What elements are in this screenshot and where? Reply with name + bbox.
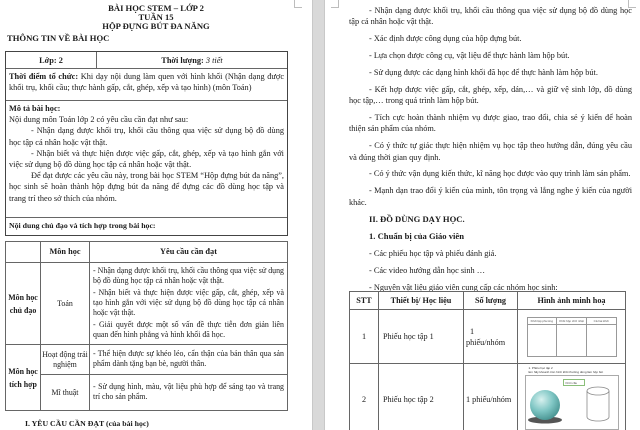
- requirement-paragraph: - Nhận dạng được khối trụ, khối cầu thông qua việc sử dụng bộ đồ dùng học tập cá nhân hoặc vật thật.: [349, 6, 632, 27]
- desc-label: Mô tả bài học:: [9, 104, 61, 113]
- quantity-number: 1: [470, 326, 475, 336]
- doc-header-title: HỘP ĐỰNG BÚT ĐA NĂNG: [102, 21, 210, 31]
- requirement-item: - Giải quyết được một số vấn đề thực tiễn đơn giản liên quan đến hình phẳng và hình khối đã học.: [93, 320, 284, 339]
- table-row: [6, 263, 288, 345]
- worksheet-1-thumbnail: [527, 317, 617, 357]
- thumbnail-caption-line: 1. Phiếu học tập 2: [528, 366, 553, 370]
- stt-cell: 1: [350, 310, 379, 364]
- table-row: [350, 310, 626, 364]
- info-row-grade: [6, 52, 287, 69]
- requirement-paragraph: - Mạnh dạn trao đổi ý kiến của mình, tôn trọng và lắng nghe ý kiến của người khác.: [349, 186, 632, 207]
- grade-cell: Lớp: 2: [6, 52, 97, 68]
- subject-cell: Hoạt động trải nghiệm: [41, 345, 90, 375]
- desc-item: - Nhận biết và thực hiện được việc gấp, cắt, ghép, xếp và tạo hình gắn với việc sử dụng bộ đồ dùng học tập cá nhân hoặc vật thật.: [9, 148, 284, 170]
- header-cell: STT: [350, 292, 379, 310]
- table-row: [6, 375, 288, 411]
- thumbnail-caption-line: Em hãy khoanh tròn hình khối thường dùng làm hộp bút: [528, 369, 604, 374]
- duration-label: Thời lượng:: [161, 56, 206, 65]
- worksheet-2-thumbnail: [523, 367, 621, 430]
- subject-cell: Toán: [41, 263, 90, 345]
- thumbnail-header-cell: Khối hộp chữ nhật: [557, 318, 587, 324]
- section-II-subtitle: 1. Chuẩn bị của Giáo viên: [369, 230, 465, 241]
- info-row-description: [6, 101, 287, 218]
- info-row-time: [6, 69, 287, 101]
- header-cell: Thiết bị/ Học liệu: [379, 292, 464, 310]
- table-header-row: [350, 292, 626, 310]
- requirement-paragraph: - Xác định được công dụng của hộp đựng bút.: [369, 34, 522, 44]
- material-name-cell: Phiếu học tập 2: [379, 364, 464, 430]
- section-I-heading: I. YÊU CẦU CẦN ĐẠT: [25, 419, 107, 428]
- header-cell: Môn học: [41, 242, 90, 263]
- page-gutter: [312, 0, 325, 430]
- thumbnail-label: Khối cầu: [563, 379, 585, 386]
- requirement-cell: [90, 263, 288, 345]
- requirement-cell: [90, 375, 288, 411]
- image-cell: [518, 364, 626, 430]
- quantity-unit: phiếu/nhóm: [466, 337, 506, 347]
- document-page-left: [0, 0, 312, 430]
- thumbnail-frame: [525, 375, 619, 430]
- requirement-item: - Thể hiện được sự khéo léo, cẩn thận của bản thân qua sản phẩm dành tặng bạn bè, người thân.: [93, 349, 284, 368]
- quantity-cell: [464, 310, 518, 364]
- subject-requirements-table: [5, 241, 288, 411]
- image-cell: [518, 310, 626, 364]
- category-cell: Môn học chủ đạo: [6, 263, 41, 345]
- subject-cell: Mĩ thuật: [41, 375, 90, 411]
- time-label: Thời điểm tổ chức:: [9, 72, 79, 81]
- teacher-prep-item: - Các video hướng dẫn học sinh …: [369, 265, 486, 275]
- sphere-icon: [530, 390, 560, 420]
- requirement-item: - Nhận biết và thực hiện được việc gấp, cắt, ghép, xếp và tạo hình gắn với việc sử dụng bộ đồ dùng học tập cá nhân hoặc vật thật.: [93, 288, 284, 317]
- requirement-paragraph: - Sử dụng được các dạng hình khối đã học để thực hành làm hộp bút.: [369, 67, 598, 77]
- duration-cell: [97, 52, 287, 68]
- thumbnail-header-cell: Khối lập phương: [528, 318, 558, 324]
- section-I-note: (của bài học): [106, 419, 149, 428]
- desc-intro: Nội dung môn Toán lớp 2 có yêu cầu cần đạt như sau:: [9, 115, 189, 125]
- duration-value: 3 tiết: [205, 56, 223, 65]
- requirement-paragraph: - Lựa chọn được công cụ, vật liệu để thực hành làm hộp bút.: [369, 51, 570, 61]
- page-corner-mark: [331, 0, 339, 8]
- stt-cell: 2: [350, 364, 379, 430]
- section-title-info: THÔNG TIN VỀ BÀI HỌC: [7, 33, 110, 43]
- teacher-prep-item: - Các phiếu học tập và phiếu đánh giá.: [369, 249, 497, 259]
- doc-header-line1: BÀI HỌC STEM – LỚP 2: [108, 3, 204, 13]
- requirement-item: - Sử dụng hình, màu, vật liệu phù hợp để sáng tạo và trang trí cho sản phẩm.: [93, 382, 284, 401]
- header-cell: Yêu cầu cần đạt: [90, 242, 288, 263]
- requirement-paragraph: - Kết hợp được việc gấp, cắt, ghép, xếp, dán,… và giữ vệ sinh lớp, đồ dùng học tập,… trong quá trình làm hộp bút.: [349, 84, 632, 106]
- doc-header-line2: TUẦN 15: [138, 12, 174, 22]
- thumbnail-caption: [529, 367, 604, 374]
- thumbnail-header-cell: Cả hai khối: [593, 318, 609, 323]
- category-cell: Môn học tích hợp: [6, 345, 41, 411]
- section-I-title: [25, 419, 149, 428]
- time-text: Khi dạy nội dung làm quen với hình khối (Nhận dạng được khối trụ, khối cầu; thực hành gấp, cắt, ghép, xếp và tạo hình) (môn Toán): [9, 72, 285, 92]
- document-page-right: [325, 0, 640, 430]
- requirement-paragraph: - Có ý thức vận dụng kiến thức, kĩ năng học được vào quy trình làm sản phẩm.: [369, 169, 631, 179]
- quantity-cell: 1 phiếu/nhóm: [464, 364, 518, 430]
- requirement-item: - Nhận dạng được khối trụ, khối cầu thông qua việc sử dụng bộ đồ dùng học tập cá nhân hoặc vật thật.: [93, 266, 284, 285]
- requirement-paragraph: - Có ý thức tự giác thực hiện nhiệm vụ học tập theo hướng dẫn, đúng yêu cầu và đúng thời gian quy định.: [349, 141, 632, 162]
- thumbnail-table-header: [528, 318, 616, 325]
- teacher-prep-item: - Nguyên vật liệu giáo viên cung cấp các nhóm học sinh:: [369, 282, 558, 292]
- table-row: [350, 364, 626, 430]
- desc-item: Để đạt được các yêu cầu này, trong bài học STEM “Hộp đựng bút đa năng”, học sinh sẽ hoàn thành hộp đựng bút đa năng để đựng các đồ dùng học tập và trang trí theo sở thích của nhóm.: [9, 171, 284, 203]
- header-cell: [6, 242, 41, 263]
- table-header-row: [6, 242, 288, 263]
- info-row-content: Nội dung chủ đạo và tích hợp trong bài học:: [9, 221, 156, 230]
- header-cell: Số lượng: [464, 292, 518, 310]
- table-row: [6, 345, 288, 375]
- header-cell: Hình ảnh minh hoạ: [518, 292, 626, 310]
- requirement-paragraph: - Tích cực hoàn thành nhiệm vụ được giao, trao đổi, chia sẻ ý kiến để hoàn thiện sản phẩm của nhóm.: [349, 113, 632, 134]
- cylinder-icon: [587, 387, 609, 421]
- lesson-info-table: [5, 51, 288, 236]
- section-II-title: II. ĐỒ DÙNG DẠY HỌC.: [369, 213, 465, 224]
- material-name-cell: Phiếu học tập 1: [379, 310, 464, 364]
- materials-table: [349, 291, 626, 430]
- desc-item: - Nhận dạng được khối trụ, khối cầu thông qua việc sử dụng bộ đồ dùng học tập cá nhân hoặc vật thật.: [9, 126, 284, 147]
- thumbnail-table-body: [528, 325, 616, 356]
- requirement-cell: [90, 345, 288, 375]
- requirements-list: [349, 5, 632, 299]
